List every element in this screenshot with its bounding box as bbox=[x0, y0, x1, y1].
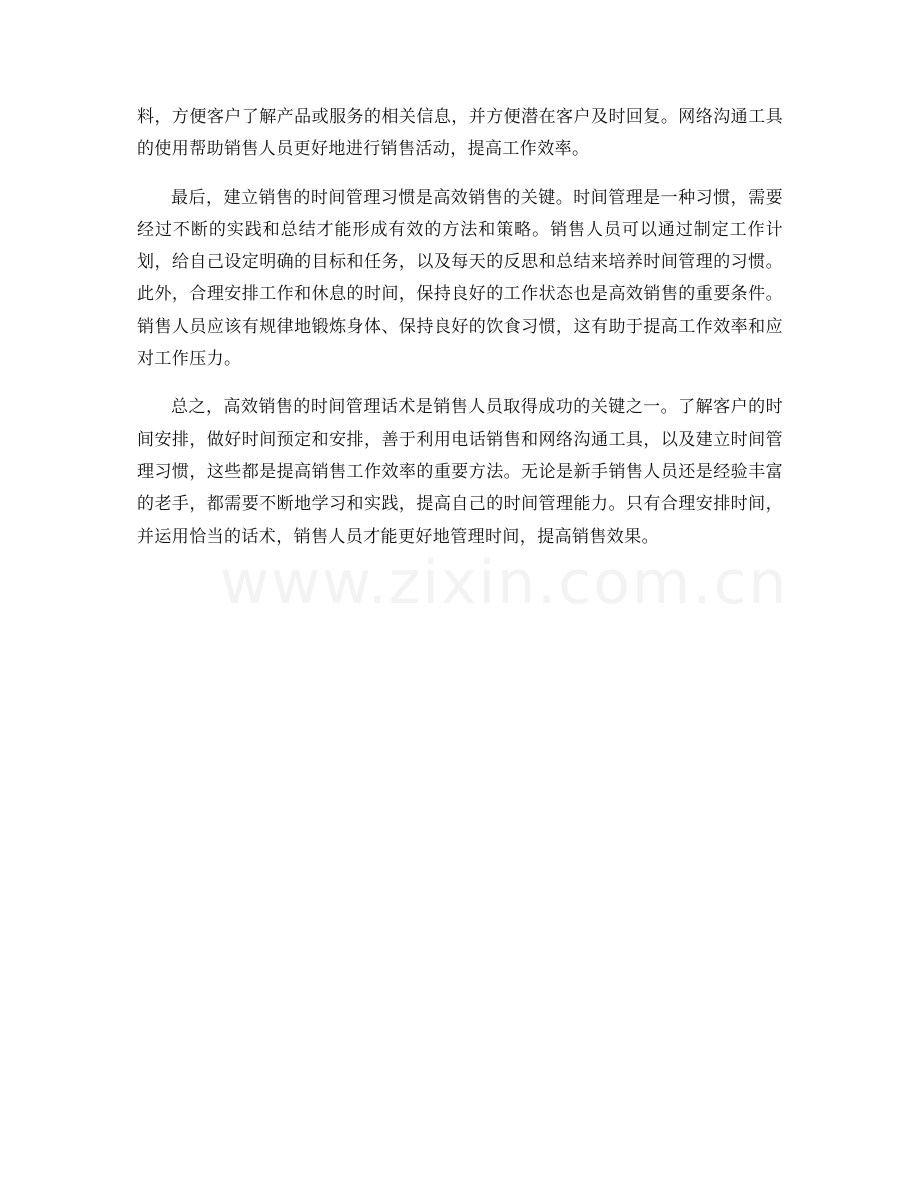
paragraph-continued: 料，方便客户了解产品或服务的相关信息，并方便潜在客户及时回复。网络沟通工具的使用帮助销售人员更好地进行销售活动，提高工作效率。 bbox=[137, 107, 783, 160]
document-body bbox=[137, 101, 783, 553]
watermark-text: www.zixin.com.cn bbox=[220, 548, 789, 618]
paragraph-time-habits: 最后，建立销售的时间管理习惯是高效销售的关键。时间管理是一种习惯，需要经过不断的实践和总结才能形成有效的方法和策略。销售人员可以通过制定工作计划，给自己设定明确的目标和任务，以及每天的反思和总结来培养时间管理的习惯。此外，合理安排工作和休息的时间，保持良好的工作状态也是高效销售的重要条件。销售人员应该有规律地锻炼身体、保持良好的饮食习惯，这有助于提高工作效率和应对工作压力。 bbox=[137, 187, 783, 370]
paragraph-conclusion: 总之，高效销售的时间管理话术是销售人员取得成功的关键之一。了解客户的时间安排，做好时间预定和安排，善于利用电话销售和网络沟通工具，以及建立时间管理习惯，这些都是提高销售工作效率的重要方法。无论是新手销售人员还是经验丰富的老手，都需要不断地学习和实践，提高自己的时间管理能力。只有合理安排时间，并运用恰当的话术，销售人员才能更好地管理时间，提高销售效果。 bbox=[137, 397, 783, 547]
